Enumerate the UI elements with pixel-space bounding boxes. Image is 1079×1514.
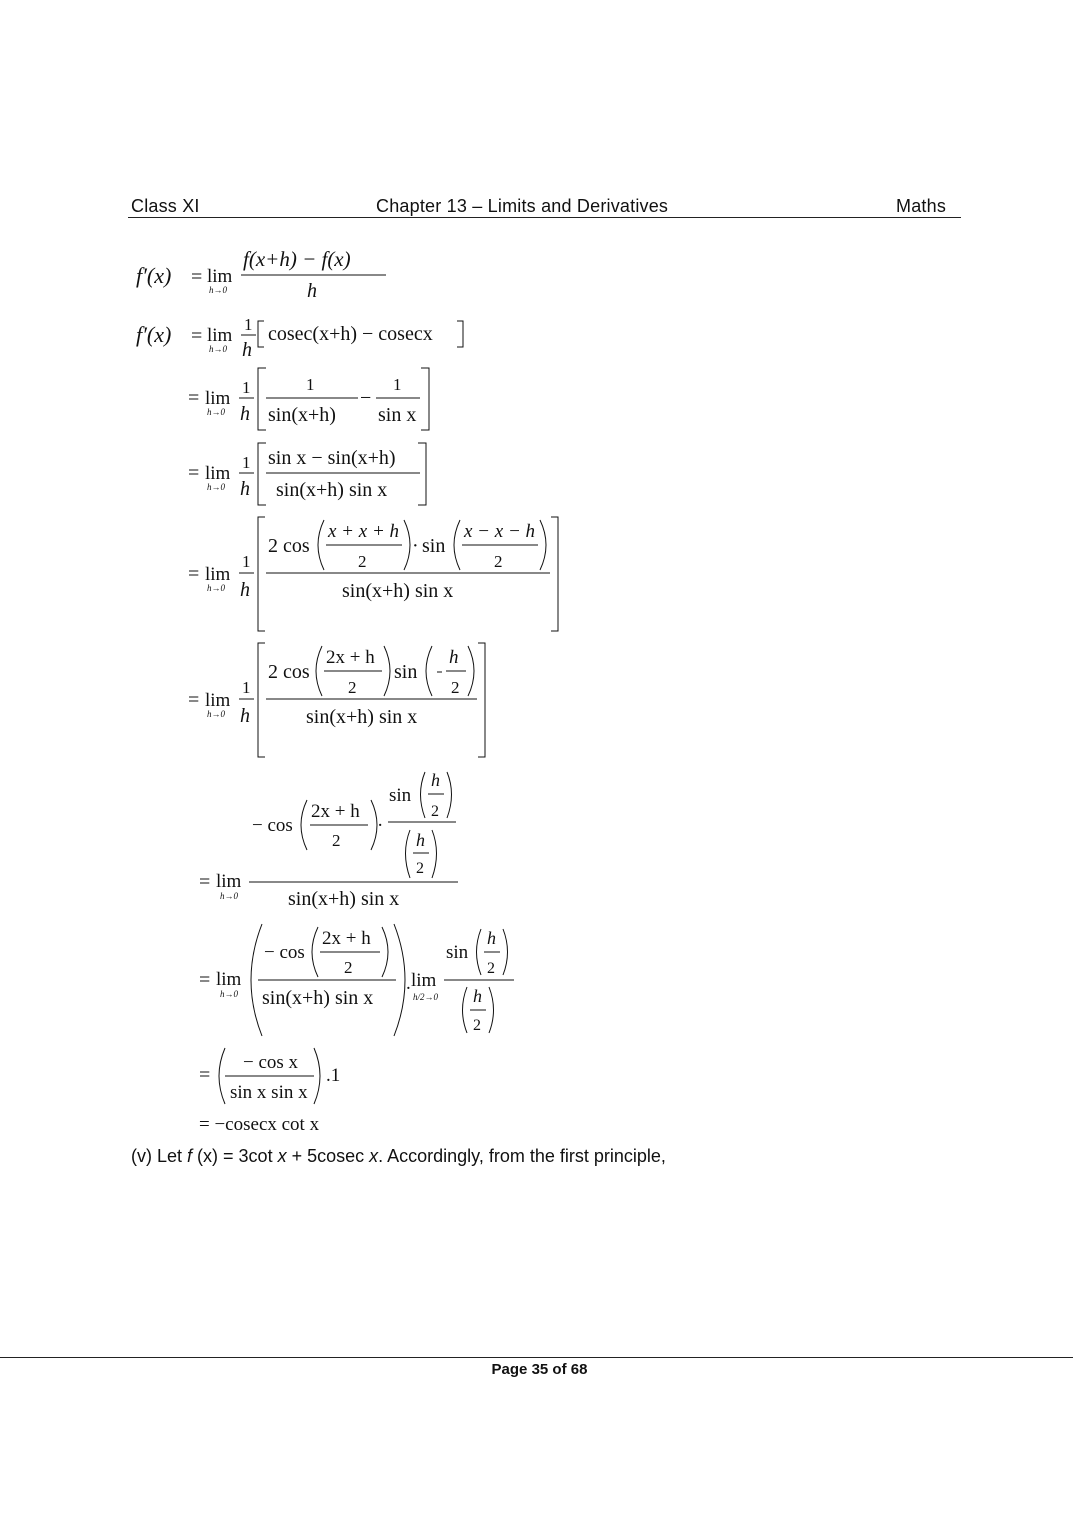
h-6b: h [449, 647, 459, 668]
negcos-8: − cos [264, 942, 305, 963]
result-line: = −cosecx cot x [199, 1114, 320, 1135]
h-6: h [240, 705, 250, 727]
part-v-intro [131, 1146, 666, 1167]
twoxh-6: 2x + h [326, 647, 375, 668]
eq-5: = [188, 563, 200, 585]
two-8c: 2 [473, 1017, 481, 1034]
page-number: Page 35 of 68 [491, 1361, 588, 1378]
sin-8: sin [446, 942, 469, 963]
cosec-diff: cosec(x+h) − cosecx [268, 323, 433, 345]
header-chapter: Chapter 13 – Limits and Derivatives [376, 196, 669, 216]
limsub-1: h→0 [209, 285, 227, 295]
one-3b: 1 [393, 375, 402, 394]
part-v-prefix: (v) Let [131, 1146, 188, 1166]
lim-2: lim [207, 325, 233, 346]
part-v-x2: x [369, 1146, 379, 1166]
two-7b: 2 [431, 803, 439, 820]
part-v-plus: + 5cosec [286, 1146, 370, 1166]
negcos-7: − cos [252, 815, 293, 836]
eq-8: = [199, 969, 211, 991]
xxh-5: x + x + h [328, 521, 400, 542]
part-v-x: (x) [192, 1146, 219, 1166]
two-5a: 2 [358, 552, 367, 571]
den-4: sin(x+h) sin x [276, 479, 388, 501]
lim-8b: . [406, 973, 411, 994]
limsub-8: h→0 [220, 989, 238, 999]
part-v-f: f [187, 1146, 193, 1166]
h-8b: h [473, 986, 482, 1006]
lim-5: lim [205, 564, 231, 585]
h-2: h [242, 339, 252, 361]
limsub-5: h→0 [207, 583, 225, 593]
sin-6: sin [394, 661, 418, 683]
times-one-9: .1 [326, 1065, 341, 1086]
two-7a: 2 [332, 831, 341, 850]
h-5: h [240, 579, 250, 601]
twocos-6: 2 cos [268, 661, 310, 683]
eq-9: = [199, 1064, 211, 1086]
lim-7: lim [216, 871, 242, 892]
two-6b: 2 [451, 678, 460, 697]
limsub-8b: h/2→0 [413, 992, 439, 1002]
den-6: sin(x+h) sin x [306, 706, 418, 728]
den-5: sin(x+h) sin x [342, 580, 454, 602]
lim-3: lim [205, 388, 231, 409]
limsub-7: h→0 [220, 891, 238, 901]
part-v-tail: . Accordingly, from the first principle, [378, 1146, 666, 1166]
header-class: Class XI [131, 196, 200, 216]
sin-5: sin [422, 535, 446, 557]
two-5b: 2 [494, 552, 503, 571]
num-1: f(x+h) − f(x) [243, 247, 351, 271]
lim-1: lim [207, 266, 233, 287]
footer-rule [0, 1357, 1073, 1358]
den-7: sin(x+h) sin x [288, 888, 400, 910]
dot-5: · [412, 535, 419, 557]
eq-7: = [199, 871, 211, 893]
one-5: 1 [242, 552, 251, 571]
den-h-1: h [307, 280, 317, 302]
lim-8c: lim [411, 970, 437, 991]
minus-3: − [360, 387, 372, 409]
eq-2: = [191, 325, 203, 347]
num-4: sin x − sin(x+h) [268, 447, 396, 469]
eq-4: = [188, 462, 200, 484]
sin-7: sin [389, 785, 412, 806]
sin-x-3: sin x [378, 404, 417, 426]
h-4: h [240, 478, 250, 500]
two-8b: 2 [487, 960, 495, 977]
fprime-1: f′(x) [136, 263, 172, 288]
lim-4: lim [205, 463, 231, 484]
limsub-3: h→0 [207, 407, 225, 417]
limsub-6: h→0 [207, 709, 225, 719]
h-3: h [240, 403, 250, 425]
fprime-2: f′(x) [136, 322, 172, 347]
one-2: 1 [244, 315, 253, 334]
negcosx-9: − cos x [243, 1052, 299, 1073]
one-4: 1 [242, 453, 251, 472]
twoxh-8: 2x + h [322, 928, 371, 949]
sinxsinx-9: sin x sin x [230, 1082, 308, 1103]
one-3a: 1 [306, 375, 315, 394]
h-7a: h [431, 770, 440, 790]
lim-6: lim [205, 690, 231, 711]
two-6a: 2 [348, 678, 357, 697]
twoxh-7: 2x + h [311, 801, 360, 822]
twocos-5: 2 cos [268, 535, 310, 557]
xxh2-5: x − x − h [464, 521, 536, 542]
two-8a: 2 [344, 958, 353, 977]
header-subject: Maths [896, 196, 947, 216]
eq-6: = [188, 689, 200, 711]
lim-8: lim [216, 969, 242, 990]
h-8a: h [487, 928, 496, 948]
eq-3: = [188, 387, 200, 409]
eq-1: = [191, 266, 203, 288]
sin-xh-3: sin(x+h) [268, 404, 336, 426]
den-8: sin(x+h) sin x [262, 987, 374, 1009]
one-3: 1 [242, 378, 251, 397]
part-v-eq: = 3cot [218, 1146, 278, 1166]
limsub-4: h→0 [207, 482, 225, 492]
part-v-x1: x [277, 1146, 287, 1166]
limsub-2: h→0 [209, 344, 227, 354]
one-6: 1 [242, 678, 251, 697]
h-7b: h [416, 830, 425, 850]
dot-7: · [377, 815, 384, 836]
two-7c: 2 [416, 860, 424, 877]
